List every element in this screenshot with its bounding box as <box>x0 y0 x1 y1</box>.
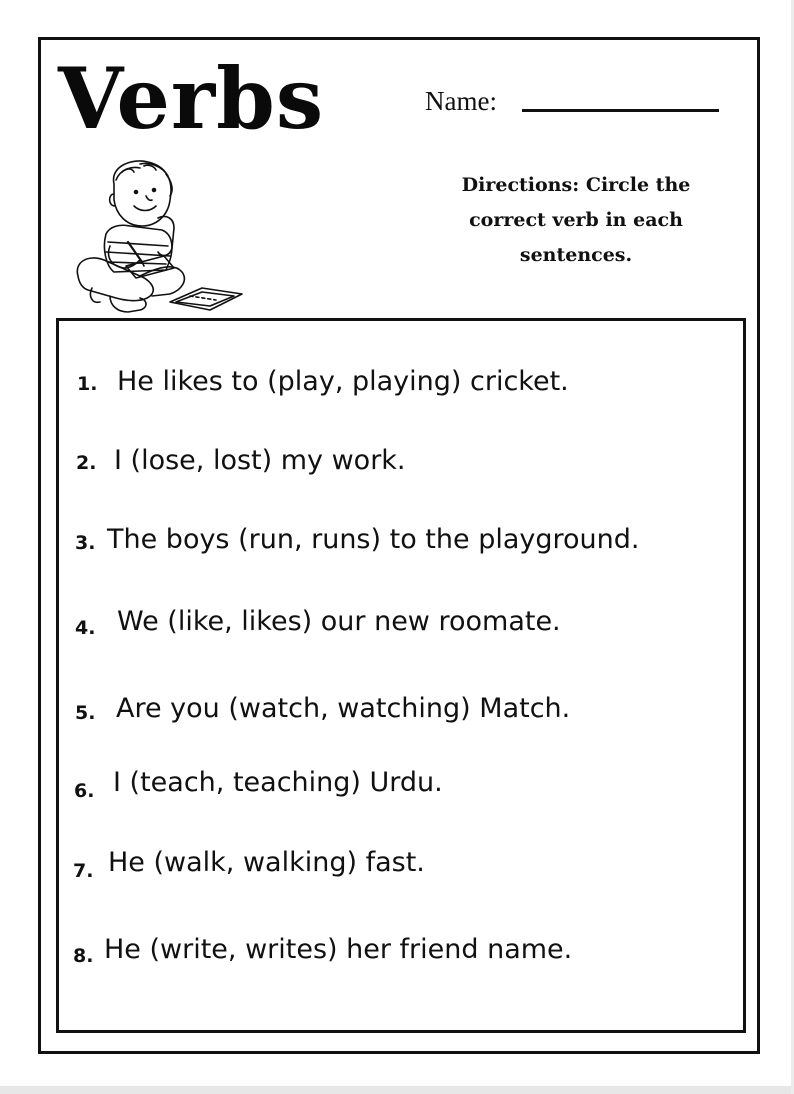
questions-box <box>56 318 746 1033</box>
question-number: 2. <box>76 452 97 474</box>
question-sentence: He likes to (play, playing) cricket. <box>117 366 569 397</box>
question-sentence: The boys (run, runs) to the playground. <box>107 524 640 555</box>
question-number: 7. <box>73 860 94 882</box>
question-number: 8. <box>73 945 94 967</box>
question-number: 5. <box>75 702 96 724</box>
question-number: 4. <box>75 617 96 639</box>
worksheet-title: Verbs <box>58 49 325 148</box>
name-label: Name: <box>425 86 497 116</box>
thinking-child-illustration <box>70 156 248 316</box>
question-sentence: He (walk, walking) fast. <box>108 847 425 878</box>
question-sentence: He (write, writes) her friend name. <box>104 934 573 965</box>
question-sentence: I (lose, lost) my work. <box>114 445 406 476</box>
question-number: 6. <box>74 780 95 802</box>
question-sentence: We (like, likes) our new roomate. <box>117 606 561 637</box>
directions-text: Directions: Circle the correct verb in each sentences. <box>461 174 691 266</box>
question-number: 3. <box>75 532 96 554</box>
question-sentence: Are you (watch, watching) Match. <box>116 693 571 724</box>
question-number: 1. <box>77 373 98 395</box>
question-sentence: I (teach, teaching) Urdu. <box>113 767 443 798</box>
page-edge <box>0 1086 794 1094</box>
name-blank-line <box>522 109 719 112</box>
